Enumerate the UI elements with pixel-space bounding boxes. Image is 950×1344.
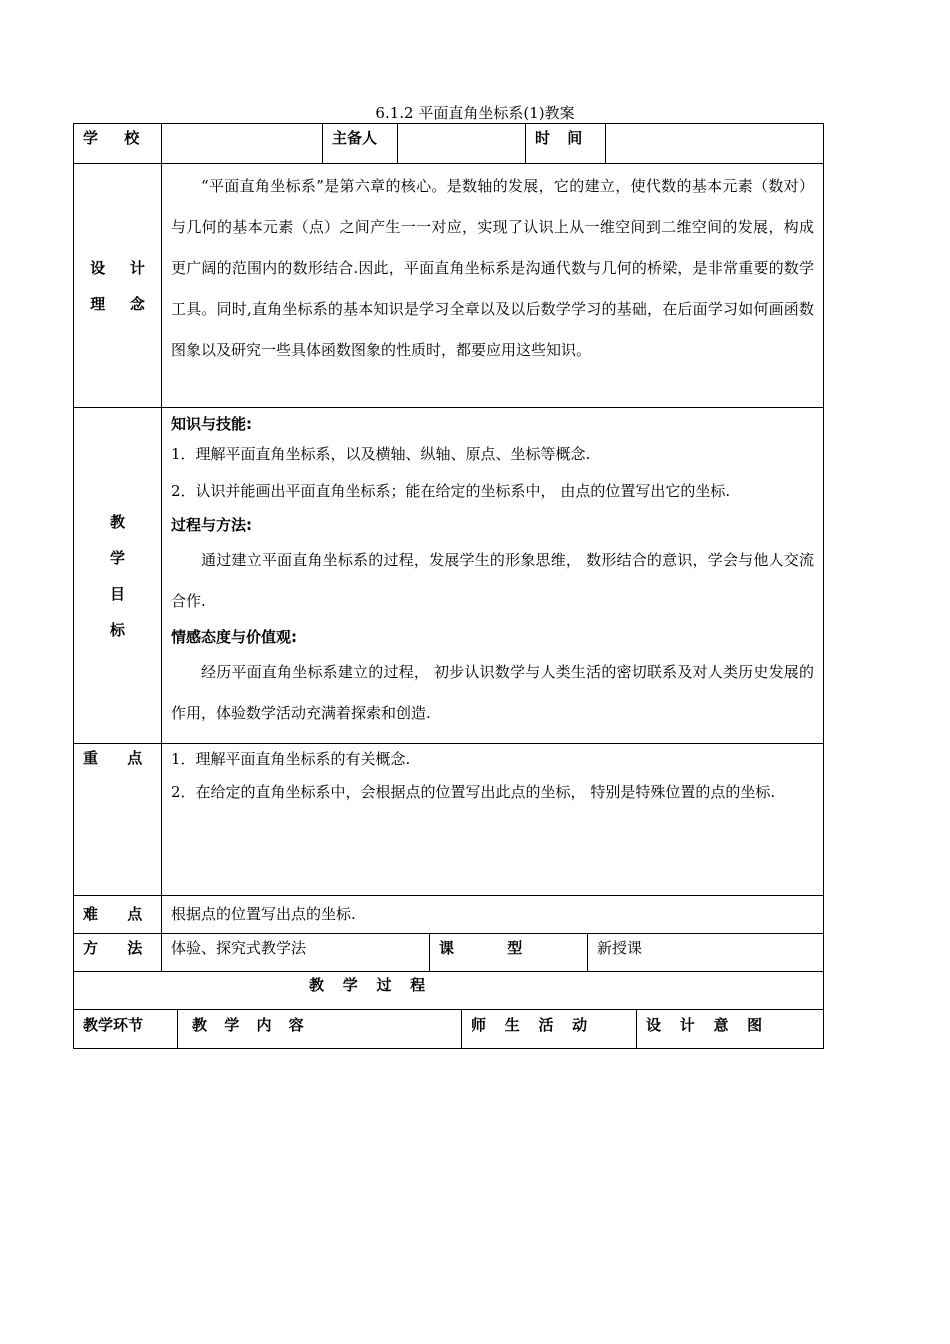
lesson-type-value: 新授课 (597, 939, 643, 957)
process-heading: 教 学 过 程 (309, 976, 426, 994)
knowledge-title: 知识与技能: (171, 415, 252, 433)
col-teaching-content: 教 学 内 容 (178, 1010, 462, 1048)
objectives-label-char-3: 目 (109, 584, 125, 603)
col-teaching-stage: 教学环节 (74, 1010, 178, 1048)
school-value (162, 124, 323, 163)
key-point-1: 1．理解平面直角坐标系的有关概念. (171, 750, 411, 768)
school-label: 学 校 (74, 124, 162, 163)
key-points-content (162, 744, 823, 895)
emotion-text: 经历平面直角坐标系建立的过程， 初步认识数学与人类生活的密切联系及对人类历史发展的作用，体验数学活动充满着探索和创造. (171, 663, 814, 722)
document-title: 6.1.2 平面直角坐标系(1)教案 (375, 104, 575, 122)
difficulty-text: 根据点的位置写出点的坐标. (171, 905, 356, 923)
time-value (606, 124, 823, 163)
objectives-row (73, 407, 824, 743)
lesson-plan-table (73, 123, 824, 1049)
method-label: 方 法 (74, 934, 162, 971)
objectives-content (162, 408, 823, 743)
lesson-type-label: 课 型 (430, 934, 588, 971)
design-concept-content (162, 164, 823, 407)
objectives-label-char-1: 教 (109, 512, 125, 531)
knowledge-item-2: 2．认识并能画出平面直角坐标系；能在给定的坐标系中， 由点的位置写出它的坐标. (171, 482, 731, 500)
key-points-row (73, 743, 824, 895)
process-text: 通过建立平面直角坐标系的过程，发展学生的形象思维， 数形结合的意识，学会与他人交流合作. (171, 551, 814, 610)
col-teacher-student-activity: 师 生 活 动 (462, 1010, 637, 1048)
design-concept-text: “平面直角坐标系”是第六章的核心。是数轴的发展，它的建立，使代数的基本元素（数对）与几何的基本元素（点）之间产生一一对应，实现了认识上从一维空间到二维空间的发展，构成更广阔的范围内的数形结合.因此，平面直角坐标系是沟通代数与几何的桥梁，是非常重要的数学工具。同时,直角坐标系的基本知识是学习全章以及以后数学学习的基础，在后面学习如何画函数图象以及研究一些具体函数图象的性质时，都要应用这些知识。 (171, 177, 814, 359)
method-row (73, 933, 824, 971)
process-heading-row (73, 971, 824, 1009)
design-concept-label (74, 164, 162, 407)
preparer-value (398, 124, 526, 163)
key-points-label: 重 点 (74, 744, 162, 895)
difficulty-label: 难 点 (74, 896, 162, 933)
design-concept-label-1: 设 计 (90, 258, 145, 277)
emotion-title: 情感态度与价值观: (171, 628, 297, 646)
col-design-intent: 设 计 意 图 (646, 1016, 763, 1034)
process-columns-row (73, 1009, 824, 1049)
design-concept-label-2: 理 念 (90, 294, 145, 313)
objectives-label-char-2: 学 (109, 548, 125, 567)
time-label: 时 间 (526, 124, 606, 163)
design-concept-row (73, 163, 824, 407)
knowledge-item-1: 1．理解平面直角坐标系，以及横轴、纵轴、原点、坐标等概念. (171, 445, 591, 463)
preparer-label: 主备人 (323, 124, 398, 163)
objectives-label (74, 408, 162, 743)
objectives-label-char-4: 标 (109, 620, 125, 639)
difficulty-row (73, 895, 824, 933)
header-row (73, 123, 824, 163)
key-point-2: 2．在给定的直角坐标系中，会根据点的位置写出此点的坐标， 特别是特殊位置的点的坐标. (171, 783, 776, 801)
method-value: 体验、探究式教学法 (162, 934, 430, 971)
process-title: 过程与方法: (171, 516, 252, 534)
